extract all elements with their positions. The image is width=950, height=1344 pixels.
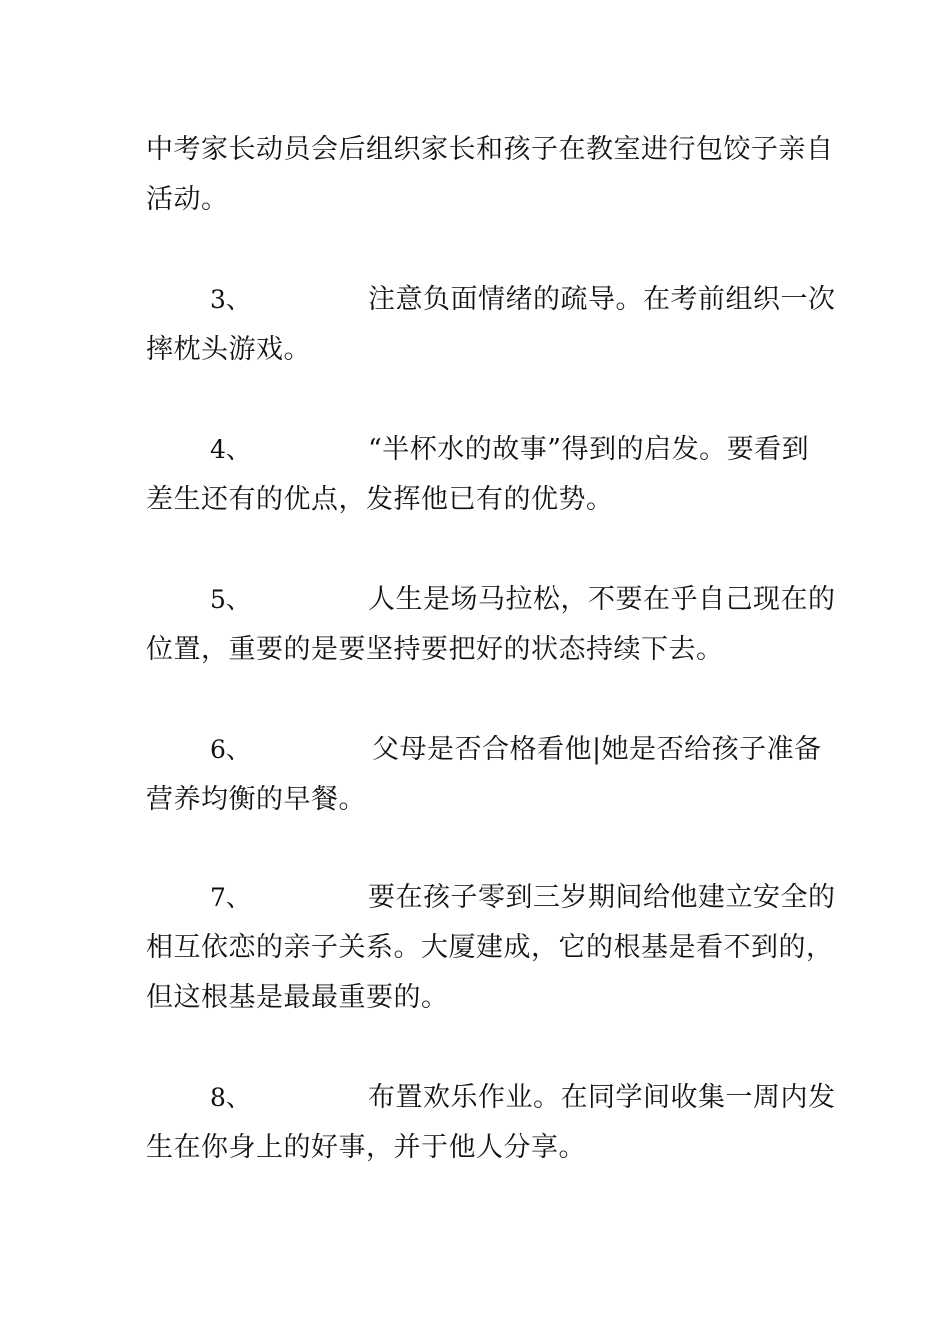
item-line: 要在孩子零到三岁期间给他建立安全的 [368, 882, 836, 913]
item-line: 相互依恋的亲子关系。大厦建成，它的根基是看不到的， [146, 932, 834, 963]
item-line: 摔枕头游戏。 [146, 334, 311, 365]
item-line: 人生是场马拉松，不要在乎自己现在的 [368, 584, 836, 615]
item-number: 4、 [210, 435, 251, 464]
item-line: 注意负面情绪的疏导。在考前组织一次 [368, 284, 836, 315]
item-number: 5、 [210, 585, 251, 614]
item-line: 差生还有的优点，发挥他已有的优势。 [146, 484, 614, 515]
item-line: 生在你身上的好事，并于他人分享。 [146, 1132, 586, 1163]
intro-line-2: 活动。 [146, 184, 229, 215]
intro-line-1: 中考家长动员会后组织家长和孩子在教室进行包饺子亲自 [146, 134, 834, 165]
item-line: 布置欢乐作业。在同学间收集一周内发 [368, 1082, 836, 1113]
item-number: 7、 [210, 883, 251, 912]
item-line: 父母是否合格看他|她是否给孩子准备 [372, 734, 822, 765]
item-line: “半杯水的故事”得到的启发。要看到 [368, 434, 810, 465]
item-line: 营养均衡的早餐。 [146, 784, 366, 815]
item-line: 但这根基是最最重要的。 [146, 982, 449, 1013]
item-number: 8、 [210, 1083, 251, 1112]
item-line: 位置，重要的是要坚持要把好的状态持续下去。 [146, 634, 724, 665]
item-number: 3、 [210, 285, 251, 314]
item-number: 6、 [210, 735, 251, 764]
